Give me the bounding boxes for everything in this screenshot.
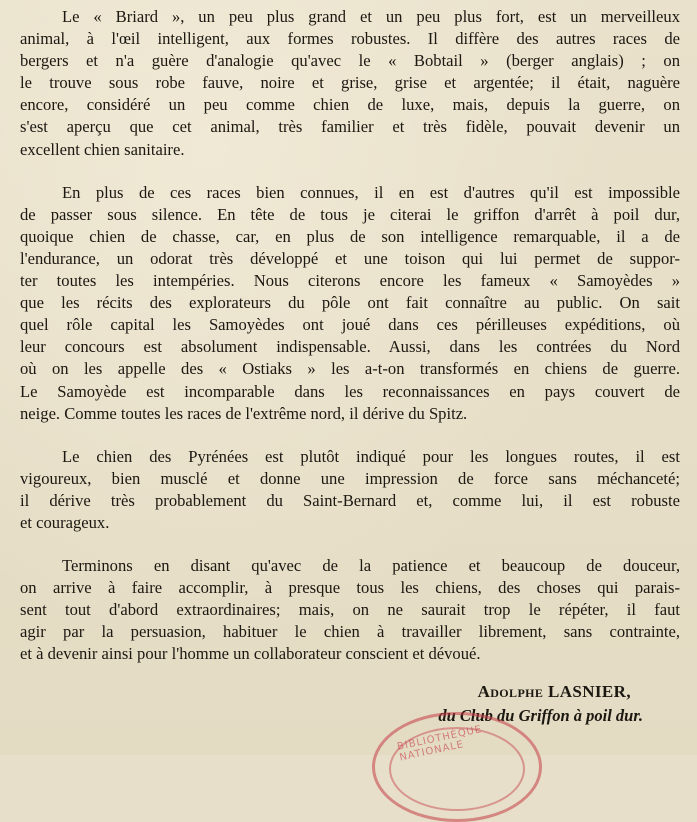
author-name: Adolphe LASNIER, xyxy=(477,682,631,701)
paragraph-briard xyxy=(20,6,680,161)
text-line: bergers et n'a guère d'analogie qu'avec le « Bobtail » (berger anglais) ; on xyxy=(20,51,680,71)
text-line: le trouve sous robe fauve, noire et grise, grise et argentée; il était, naguère xyxy=(20,73,680,93)
text-line: ter toutes les intempéries. Nous citerons encore les fameux « Samoyèdes » xyxy=(20,271,680,291)
text-line: animal, à l'œil intelligent, aux formes robustes. Il diffère des autres races de xyxy=(20,29,680,49)
text-line: l'endurance, un odorat très développé et une toison qui lui permet de suppor- xyxy=(20,248,680,268)
text-line: on arrive à faire accomplir, à presque tous les chiens, des choses qui parais- xyxy=(20,578,680,598)
text-line: Terminons en disant qu'avec de la patience et beaucoup de douceur, xyxy=(62,556,680,576)
text-line: quel rôle capital les Samoyèdes ont joué dans ces périlleuses expéditions, où xyxy=(20,315,680,335)
text-line: Le Samoyède est incomparable dans les reconnaissances en pays couvert de xyxy=(20,381,680,401)
text-line: que les récits des explorateurs du pôle ont fait connaître au public. On sait xyxy=(20,293,680,313)
text-line: vigoureux, bien musclé et donne une impression de force sans méchanceté; xyxy=(20,468,680,488)
text-line: de passer sous silence. En tête de tous je citerai le griffon d'arrêt à poil dur, xyxy=(20,204,680,224)
library-stamp xyxy=(372,712,542,822)
text-line: où on les appelle des « Ostiaks » les a-t-on transformés en chiens de guerre. xyxy=(20,359,680,379)
text-line: s'est aperçu que cet animal, très familier et très fidèle, pouvait devenir un xyxy=(20,117,680,137)
text-line: il dérive très probablement du Saint-Bernard et, comme lui, il est robuste xyxy=(20,490,680,510)
text-line: encore, considéré un peu comme chien de luxe, mais, depuis la guerre, on xyxy=(20,95,680,115)
text-line: quoique chien de chasse, car, en plus de son intelligence remarquable, il a de xyxy=(20,226,680,246)
author-club: du Club du Griffon à poil dur. xyxy=(438,706,643,725)
text-column xyxy=(20,6,680,666)
text-line: Le chien des Pyrénées est plutôt indiqué pour les longues routes, il est xyxy=(62,446,680,466)
paragraph-other-races xyxy=(20,182,680,425)
text-line: et courageux. xyxy=(20,512,110,532)
paragraph-pyrenees xyxy=(20,446,680,534)
text-line: leur concours est absolument indispensable. Aussi, dans les contrées du Nord xyxy=(20,337,680,357)
text-line: agir par la persuasion, habituer le chien à travailler librement, sans contrainte, xyxy=(20,622,680,642)
text-line: excellent chien sanitaire. xyxy=(20,139,185,159)
text-line: En plus de ces races bien connues, il en est d'autres qu'il est impossible xyxy=(62,182,680,202)
text-line: et à devenir ainsi pour l'homme un collaborateur conscient et dévoué. xyxy=(20,644,481,664)
text-line: Le « Briard », un peu plus grand et un peu plus fort, est un merveilleux xyxy=(62,7,680,26)
text-line: neige. Comme toutes les races de l'extrême nord, il dérive du Spitz. xyxy=(20,403,468,423)
text-line: sent tout d'abord extraordinaires; mais, on ne saurait trop le répéter, il faut xyxy=(20,600,680,620)
library-stamp-text: BIBLIOTHÈQUE NATIONALE xyxy=(396,724,484,764)
paragraph-conclusion xyxy=(20,555,680,665)
